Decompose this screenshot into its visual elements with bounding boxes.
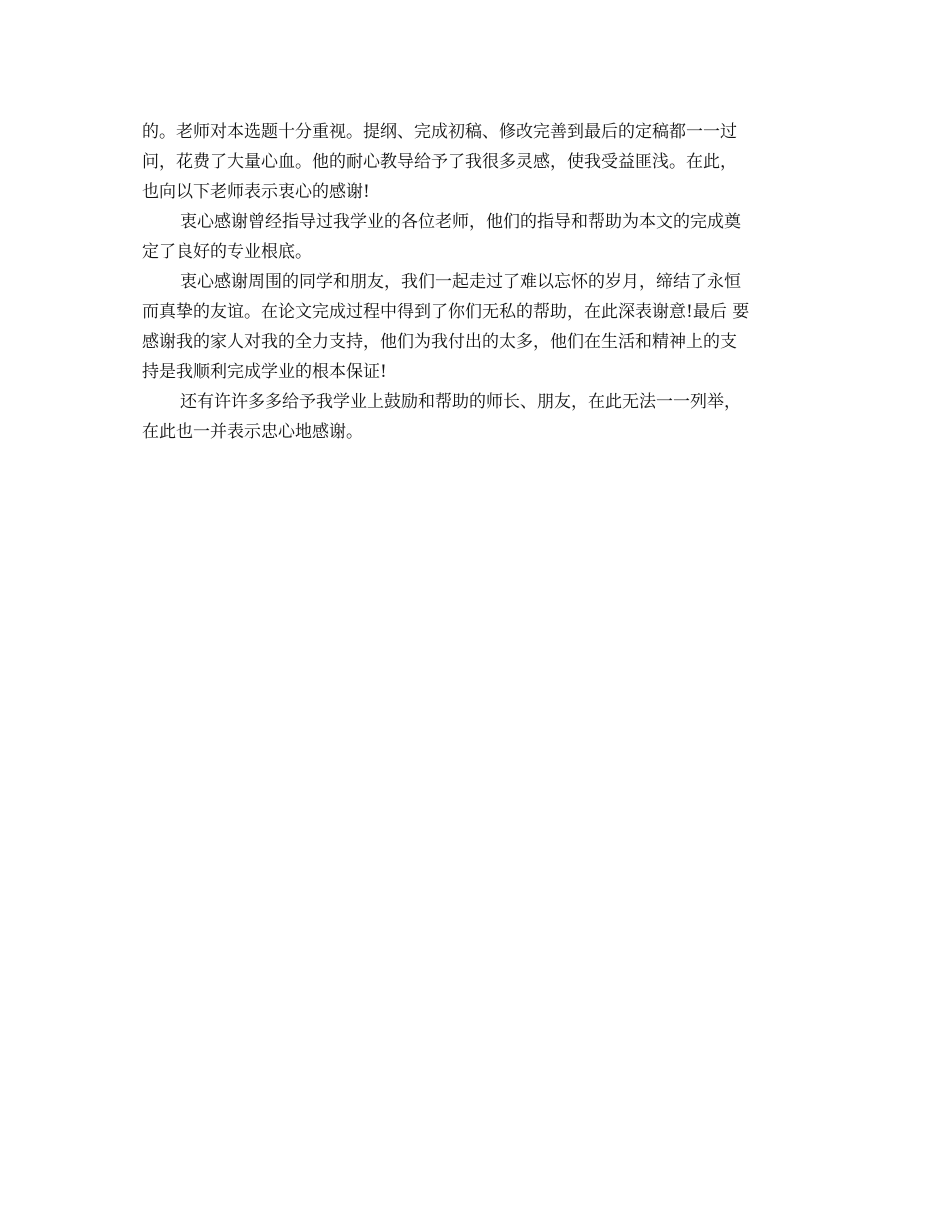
text-line: 定了良好的专业根底。 [142,242,312,262]
paragraph-2 [142,207,802,267]
text-line: 衷心感谢周围的同学和朋友，我们一起走过了难以忘怀的岁月，缔结了永恒 [180,272,741,292]
paragraph-3 [142,267,802,387]
text-line: 衷心感谢曾经指导过我学业的各位老师，他们的指导和帮助为本文的完成奠 [180,212,741,232]
text-line: 在此也一并表示忠心地感谢。 [142,422,363,442]
acknowledgement-body [142,117,802,447]
text-line: 感谢我的家人对我的全力支持，他们为我付出的太多，他们在生活和精神上的支 [142,332,737,352]
text-line: 而真挚的友谊。在论文完成过程中得到了你们无私的帮助，在此深表谢意!最后 要 [142,302,750,322]
text-line: 还有许许多多给予我学业上鼓励和帮助的师长、朋友，在此无法一一列举， [180,392,741,412]
text-line: 问，花费了大量心血。他的耐心教导给予了我很多灵感，使我受益匪浅。在此， [142,152,737,172]
paragraph-1 [142,117,802,207]
text-line: 也向以下老师表示衷心的感谢! [142,182,370,202]
paragraph-4 [142,387,802,447]
text-line: 的。老师对本选题十分重视。提纲、完成初稿、修改完善到最后的定稿都一一过 [142,122,737,142]
text-line: 持是我顺利完成学业的根本保证! [142,362,387,382]
